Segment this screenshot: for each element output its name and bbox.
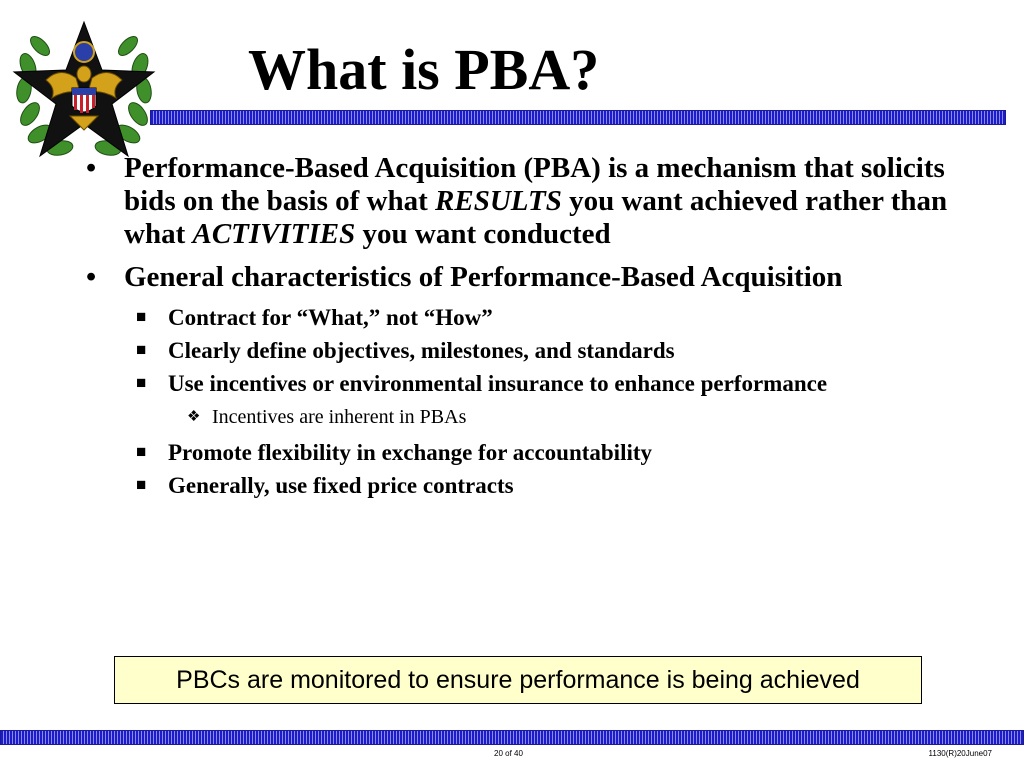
sub-bullet-item bbox=[84, 370, 974, 397]
bullet-text-part: you want achieved rather than what bbox=[124, 185, 948, 250]
footer-divider-band bbox=[0, 730, 1024, 745]
bullet-text-part: you want conducted bbox=[355, 218, 611, 250]
sub-sub-bullet-item bbox=[84, 405, 974, 429]
sub-bullet-item bbox=[84, 439, 974, 466]
sub-bullet-text: Clearly define objectives, milestones, and standards bbox=[168, 338, 675, 363]
emphasis-results: RESULTS bbox=[435, 185, 562, 217]
square-bullet-icon: ■ bbox=[136, 340, 147, 359]
sub-bullet-text: Contract for “What,” not “How” bbox=[168, 305, 493, 330]
slide-title: What is PBA? bbox=[248, 37, 600, 102]
sub-bullet-item bbox=[84, 472, 974, 499]
bullet-item bbox=[84, 261, 974, 294]
emphasis-activities: ACTIVITIES bbox=[192, 218, 356, 250]
sub-bullet-item bbox=[84, 337, 974, 364]
slide-body bbox=[84, 152, 974, 505]
sub-sub-bullet-text: Incentives are inherent in PBAs bbox=[212, 406, 467, 428]
document-code: 1130(R)20June07 bbox=[928, 749, 992, 758]
bullet-item bbox=[84, 152, 974, 251]
bullet-text: General characteristics of Performance-Based Acquisition bbox=[124, 261, 843, 293]
sub-bullet-text: Use incentives or environmental insurance to enhance performance bbox=[168, 371, 828, 396]
square-bullet-icon: ■ bbox=[136, 475, 147, 494]
diamond-star-bullet-icon: ❖ bbox=[187, 409, 201, 425]
sub-bullet-item bbox=[84, 304, 974, 331]
title-divider-band bbox=[150, 110, 1006, 125]
sub-bullet-text: Generally, use fixed price contracts bbox=[168, 473, 514, 498]
callout-box bbox=[114, 656, 922, 704]
bullet-dot-icon: • bbox=[86, 261, 97, 293]
callout-text: PBCs are monitored to ensure performance is being achieved bbox=[176, 665, 860, 694]
square-bullet-icon: ■ bbox=[136, 373, 147, 392]
bullet-text-part: Performance-Based Acquisition (PBA) is a mechanism that solicits bids on the basis of what bbox=[124, 152, 945, 217]
army-emblem-icon bbox=[10, 18, 158, 160]
bullet-dot-icon: • bbox=[86, 152, 97, 184]
page-number: 20 of 40 bbox=[494, 749, 523, 758]
square-bullet-icon: ■ bbox=[136, 442, 147, 461]
sub-bullet-text: Promote flexibility in exchange for accountability bbox=[168, 440, 653, 465]
square-bullet-icon: ■ bbox=[136, 307, 147, 326]
